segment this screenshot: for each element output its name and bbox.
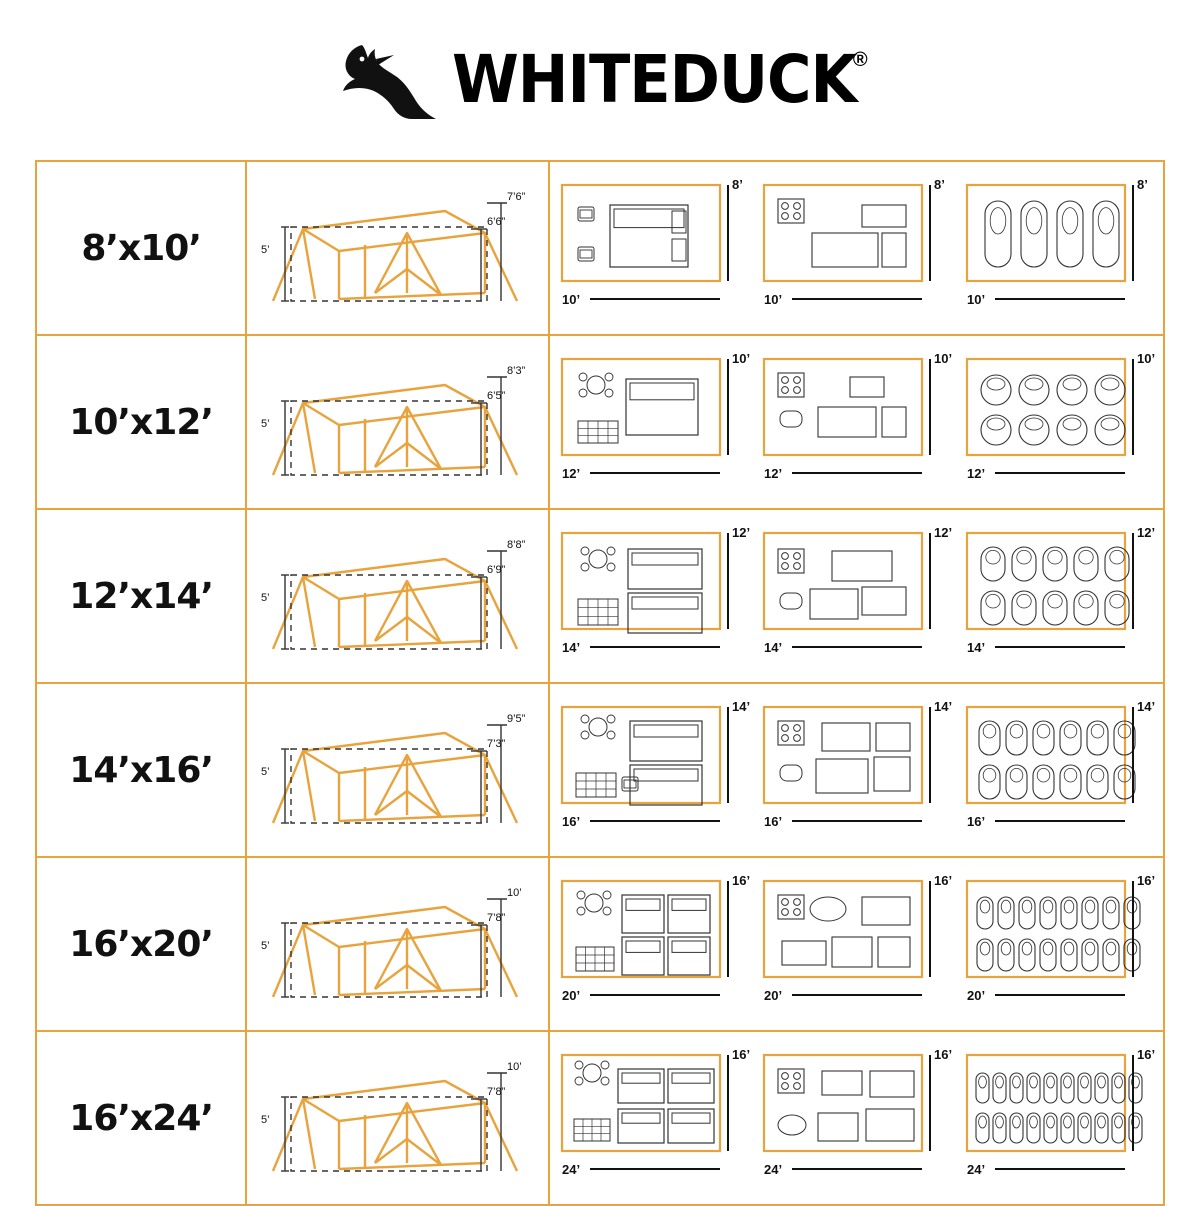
plan-depth-label: 14’: [934, 699, 953, 714]
plan-living: [556, 347, 752, 497]
peak-height-label: 9’5”: [506, 713, 525, 725]
plan-width-label: 12’: [764, 466, 783, 481]
elevation-cell: [246, 857, 549, 1031]
tent-size-cell: [36, 509, 246, 683]
tent-elevation-diagram: [255, 347, 541, 497]
plan-depth-label: 8’: [731, 177, 743, 192]
plan-width-label: 24’: [764, 1162, 783, 1177]
plan-depth-label: 16’: [1136, 1047, 1156, 1062]
tent-size-label: 16’x24’: [69, 1097, 214, 1139]
floor-plans-cell: [549, 1031, 1164, 1205]
tent-size-label: 14’x16’: [69, 749, 214, 791]
living-layout: [556, 695, 752, 845]
tent-elevation-diagram: [255, 869, 541, 1019]
inner-height-label: 6’6”: [486, 216, 505, 228]
kitchen-layout: [758, 1043, 954, 1193]
tent-size-label: 10’x12’: [69, 401, 214, 443]
plan-sleeping: [961, 869, 1157, 1019]
plan-sleeping: [961, 347, 1157, 497]
plan-width-label: 16’: [764, 814, 783, 829]
peak-height-label: 8’8”: [506, 539, 525, 551]
sleeping-layout: [961, 521, 1157, 671]
tent-size-label: 8’x10’: [81, 227, 202, 269]
table-row: [36, 161, 1164, 335]
peak-height-label: 10’: [506, 1061, 522, 1073]
plan-living: [556, 1043, 752, 1193]
inner-height-label: 6’5”: [486, 390, 505, 402]
plan-depth-label: 14’: [1136, 699, 1156, 714]
plan-sleeping: [961, 1043, 1157, 1193]
floor-plans-cell: [549, 335, 1164, 509]
tent-size-label: 16’x20’: [69, 923, 214, 965]
plan-width-label: 12’: [561, 466, 580, 481]
floor-plans-cell: [549, 509, 1164, 683]
duck-icon: [332, 35, 442, 125]
plan-kitchen: [758, 173, 954, 323]
kitchen-layout: [758, 869, 954, 1019]
kitchen-layout: [758, 347, 954, 497]
tent-elevation-diagram: [255, 695, 541, 845]
plan-living: [556, 695, 752, 845]
floor-plans-cell: [549, 161, 1164, 335]
table-row: [36, 335, 1164, 509]
plan-width-label: 20’: [764, 988, 783, 1003]
plan-sleeping: [961, 695, 1157, 845]
plan-kitchen: [758, 521, 954, 671]
plan-depth-label: 10’: [731, 351, 750, 366]
plan-depth-label: 14’: [731, 699, 750, 714]
plan-width-label: 24’: [561, 1162, 580, 1177]
elevation-cell: [246, 335, 549, 509]
table-row: [36, 509, 1164, 683]
wall-height-label: 5’: [260, 592, 270, 604]
plan-kitchen: [758, 869, 954, 1019]
kitchen-layout: [758, 521, 954, 671]
plan-depth-label: 10’: [1136, 351, 1156, 366]
registered-mark: ®: [852, 49, 868, 71]
tent-size-cell: [36, 161, 246, 335]
table-row: [36, 1031, 1164, 1205]
inner-height-label: 6’9”: [486, 564, 505, 576]
wall-height-label: 5’: [260, 244, 270, 256]
plan-depth-label: 16’: [934, 873, 953, 888]
inner-height-label: 7’8”: [486, 1086, 505, 1098]
living-layout: [556, 869, 752, 1019]
tent-elevation-diagram: [255, 173, 541, 323]
peak-height-label: 10’: [506, 887, 522, 899]
living-layout: [556, 347, 752, 497]
plan-width-label: 12’: [966, 466, 986, 481]
floor-plans-cell: [549, 683, 1164, 857]
plan-width-label: 16’: [561, 814, 580, 829]
peak-height-label: 7’6”: [506, 191, 525, 203]
plan-depth-label: 16’: [731, 1047, 750, 1062]
plan-living: [556, 869, 752, 1019]
tent-size-cell: [36, 857, 246, 1031]
plan-living: [556, 521, 752, 671]
plan-width-label: 14’: [966, 640, 986, 655]
wall-height-label: 5’: [260, 940, 270, 952]
plan-kitchen: [758, 347, 954, 497]
plan-depth-label: 12’: [934, 525, 953, 540]
sleeping-layout: [961, 1043, 1157, 1193]
elevation-cell: [246, 683, 549, 857]
tent-size-label: 12’x14’: [69, 575, 214, 617]
elevation-cell: [246, 509, 549, 683]
plan-width-label: 24’: [966, 1162, 986, 1177]
tent-size-cell: [36, 335, 246, 509]
plan-living: [556, 173, 752, 323]
plan-kitchen: [758, 695, 954, 845]
plan-depth-label: 8’: [934, 177, 946, 192]
wall-height-label: 5’: [260, 766, 270, 778]
kitchen-layout: [758, 695, 954, 845]
elevation-cell: [246, 161, 549, 335]
sleeping-layout: [961, 173, 1157, 323]
inner-height-label: 7’8”: [486, 912, 505, 924]
tent-elevation-diagram: [255, 1043, 541, 1193]
plan-depth-label: 8’: [1136, 177, 1148, 192]
tent-size-chart: [35, 160, 1165, 1206]
plan-width-label: 20’: [561, 988, 580, 1003]
inner-height-label: 7’3”: [486, 738, 505, 750]
wall-height-label: 5’: [260, 418, 270, 430]
living-layout: [556, 521, 752, 671]
floor-plans-cell: [549, 857, 1164, 1031]
plan-depth-label: 16’: [934, 1047, 953, 1062]
table-row: [36, 857, 1164, 1031]
plan-width-label: 10’: [764, 292, 783, 307]
tent-size-cell: [36, 683, 246, 857]
plan-depth-label: 10’: [934, 351, 953, 366]
living-layout: [556, 173, 752, 323]
kitchen-layout: [758, 173, 954, 323]
plan-sleeping: [961, 521, 1157, 671]
wall-height-label: 5’: [260, 1114, 270, 1126]
elevation-cell: [246, 1031, 549, 1205]
plan-width-label: 20’: [966, 988, 986, 1003]
plan-sleeping: [961, 173, 1157, 323]
sleeping-layout: [961, 869, 1157, 1019]
plan-kitchen: [758, 1043, 954, 1193]
plan-width-label: 10’: [966, 292, 986, 307]
plan-width-label: 10’: [561, 292, 580, 307]
plan-depth-label: 12’: [731, 525, 750, 540]
living-layout: [556, 1043, 752, 1193]
tent-size-cell: [36, 1031, 246, 1205]
brand-header: [0, 0, 1200, 160]
plan-width-label: 14’: [764, 640, 783, 655]
table-row: [36, 683, 1164, 857]
plan-depth-label: 16’: [731, 873, 750, 888]
plan-depth-label: 16’: [1136, 873, 1156, 888]
plan-width-label: 14’: [561, 640, 580, 655]
plan-depth-label: 12’: [1136, 525, 1156, 540]
peak-height-label: 8’3”: [506, 365, 525, 377]
plan-width-label: 16’: [966, 814, 986, 829]
sleeping-layout: [961, 347, 1157, 497]
sleeping-layout: [961, 695, 1157, 845]
tent-elevation-diagram: [255, 521, 541, 671]
brand-name: WHITEDUCK: [452, 41, 857, 118]
